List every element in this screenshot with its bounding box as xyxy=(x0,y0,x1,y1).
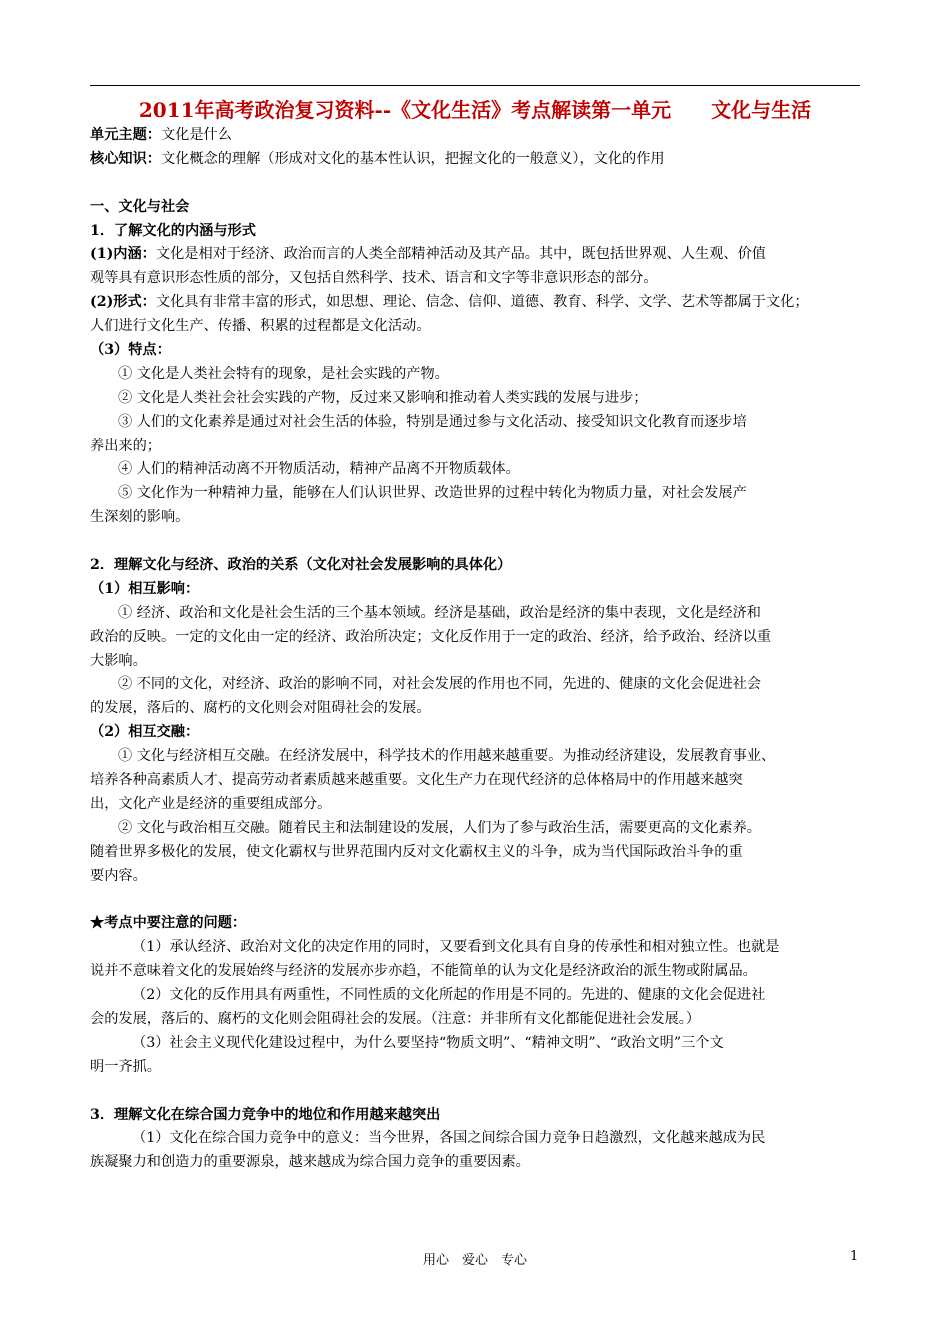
paragraph-line: ① 文化与经济相互交融。在经济发展中，科学技术的作用越来越重要。为推动经济建设，发展教育事业、 xyxy=(118,748,776,765)
feature-item: ⑤ 文化作为一种精神力量，能够在人们认识世界、改造世界的过程中转化为物质力量，对社会发展产 xyxy=(118,485,747,502)
paragraph-line: 随着世界多极化的发展，使文化霸权与世界范围内反对文化霸权主义的斗争，成为当代国际政治斗争的重 xyxy=(90,843,743,860)
core-knowledge-text: 文化概念的理解（形成对文化的基本性认识，把握文化的一般意义），文化的作用 xyxy=(160,150,665,167)
paragraph-text: 文化具有非常丰富的形式，如思想、理论、信念、信仰、道德、教育、科学、文学、艺术等都属于文化； xyxy=(155,294,809,311)
spacer xyxy=(90,889,865,913)
item-label: （1）相互影响： xyxy=(90,580,200,597)
note-item-continued: 会的发展，落后的、腐朽的文化则会阻碍社会的发展。（注意：并非所有文化都能促进社会发展。） xyxy=(90,1010,701,1027)
paragraph-line: ② 不同的文化，对经济、政治的影响不同，对社会发展的作用也不同，先进的、健康的文化会促进社会 xyxy=(118,676,761,693)
paragraph-line: 出，文化产业是经济的重要组成部分。 xyxy=(90,795,332,812)
item-label: （2）相互交融： xyxy=(90,724,200,741)
subsection-heading: 1．了解文化的内涵与形式 xyxy=(90,222,256,239)
feature-item: ④ 人们的精神活动离不开物质活动，精神产品离不开物质载体。 xyxy=(118,461,520,478)
note-heading: ★考点中要注意的问题： xyxy=(90,915,247,932)
core-knowledge-label: 核心知识： xyxy=(90,150,161,167)
unit-theme-label: 单元主题： xyxy=(90,127,161,143)
core-knowledge-line xyxy=(90,148,865,172)
note-item: （2）文化的反作用具有两重性，不同性质的文化所起的作用是不同的。先进的、健康的文化会促进社 xyxy=(132,987,766,1004)
feature-item-continued: 养出来的； xyxy=(90,437,161,454)
paragraph-line: 要内容。 xyxy=(90,867,147,884)
document-body xyxy=(90,124,865,1175)
spacer xyxy=(90,530,865,554)
feature-item: ① 文化是人类社会特有的现象，是社会实践的产物。 xyxy=(118,365,449,382)
subsection-heading: 3．理解文化在综合国力竞争中的地位和作用越来越突出 xyxy=(90,1106,441,1123)
note-item-continued: 说并不意味着文化的发展始终与经济的发展亦步亦趋，不能简单的认为文化是经济政治的派生物或附属品。 xyxy=(90,963,757,980)
spacer xyxy=(90,172,865,196)
page-number: 1 xyxy=(850,1249,859,1264)
spacer xyxy=(90,1080,865,1104)
paragraph-line: 人们进行文化生产、传播、积累的过程都是文化活动。 xyxy=(90,318,431,335)
paragraph-line xyxy=(90,291,865,315)
unit-theme-line xyxy=(90,124,865,148)
paragraph-line: 观等具有意识形态性质的部分，又包括自然科学、技术、语言和文字等非意识形态的部分。 xyxy=(90,270,658,287)
section-heading: 一、文化与社会 xyxy=(90,198,190,215)
paragraph-line: 族凝聚力和创造力的重要源泉，越来越成为综合国力竞争的重要因素。 xyxy=(90,1154,530,1171)
paragraph-line: 培养各种高素质人才、提高劳动者素质越来越重要。文化生产力在现代经济的总体格局中的作用越来越突 xyxy=(90,772,743,789)
note-item: （3）社会主义现代化建设过程中，为什么要坚持“物质文明”、“精神文明”、“政治文明”三个文 xyxy=(132,1034,724,1051)
header-rule xyxy=(90,85,860,86)
paragraph-text: 文化是相对于经济、政治而言的人类全部精神活动及其产品。其中，既包括世界观、人生观、价值 xyxy=(155,246,766,263)
document-title: 2011年高考政治复习资料--《文化生活》考点解读第一单元 文化与生活 xyxy=(138,98,812,122)
unit-theme-text: 文化是什么 xyxy=(160,127,232,143)
paragraph-line xyxy=(90,243,865,267)
paragraph-line: ② 文化与政治相互交融。随着民主和法制建设的发展，人们为了参与政治生活，需要更高的文化素养。 xyxy=(118,819,761,836)
subsection-heading: 2．理解文化与经济、政治的关系（文化对社会发展影响的具体化） xyxy=(90,557,512,574)
paragraph-line: 大影响。 xyxy=(90,652,147,669)
item-label: (1)内涵： xyxy=(90,246,156,263)
note-item-continued: 明一齐抓。 xyxy=(90,1058,161,1075)
paragraph-line: ① 经济、政治和文化是社会生活的三个基本领域。经济是基础，政治是经济的集中表现，文化是经济和 xyxy=(118,604,761,621)
feature-item: ③ 人们的文化素养是通过对社会生活的体验，特别是通过参与文化活动、接受知识文化教育而逐步培 xyxy=(118,413,747,430)
paragraph-line: 政治的反映。一定的文化由一定的经济、政治所决定；文化反作用于一定的政治、经济，给予政治、经济以重 xyxy=(90,628,772,645)
paragraph-line: （1）文化在综合国力竞争中的意义：当今世界，各国之间综合国力竞争日趋激烈，文化越来越成为民 xyxy=(132,1130,766,1147)
item-label: （3）特点： xyxy=(90,342,171,359)
note-item: （1）承认经济、政治对文化的决定作用的同时，又要看到文化具有自身的传承性和相对独立性。也就是 xyxy=(132,939,780,956)
paragraph-line: 的发展，落后的、腐朽的文化则会对阻碍社会的发展。 xyxy=(90,700,431,717)
feature-item-continued: 生深刻的影响。 xyxy=(90,509,190,526)
footer-motto: 用心 爱心 专心 xyxy=(422,1253,527,1268)
feature-item: ② 文化是人类社会社会实践的产物，反过来又影响和推动着人类实践的发展与进步； xyxy=(118,389,648,406)
item-label: (2)形式： xyxy=(90,294,156,311)
